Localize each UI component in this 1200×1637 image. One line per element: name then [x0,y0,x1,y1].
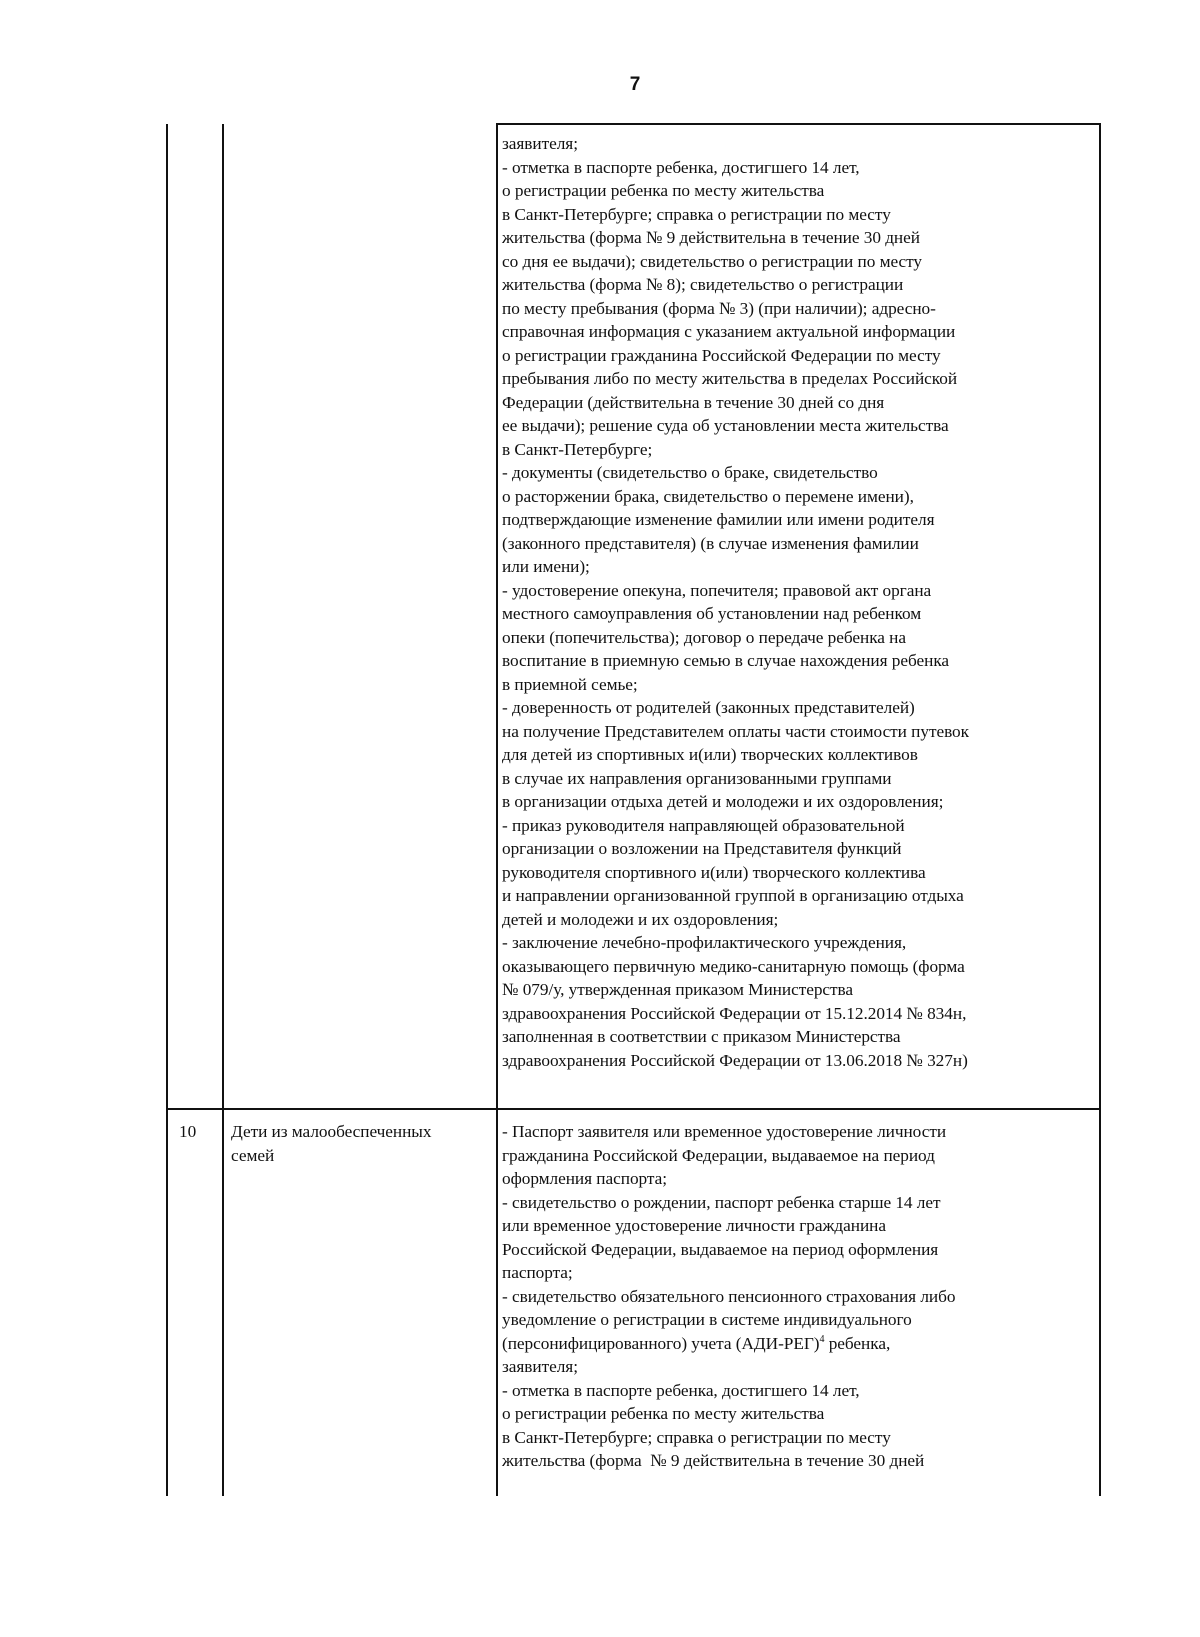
text-line-content: Дети из малообеспеченных [231,1122,432,1141]
text-line [502,156,969,180]
text-line [231,1144,431,1168]
page-number: 7 [629,74,641,95]
text-line [502,367,969,391]
table-divider-category [496,124,498,1496]
text-line-content: - заключение лечебно-профилактического учреждения, [502,933,907,952]
table-border-left [166,124,168,1496]
text-line [502,344,969,368]
text-line-content: ее выдачи); решение суда об установлении места жительства [502,416,949,435]
text-line [502,579,969,603]
text-line [502,720,969,744]
text-line [502,884,969,908]
text-line [502,1355,955,1379]
text-line [502,508,969,532]
text-line-content: и направлении организованной группой в организацию отдыха [502,886,964,905]
footnote-mark: 4 [819,1333,825,1345]
row-number-cell: 10 [179,1122,197,1141]
text-line [502,1120,955,1144]
text-line-content: Федерации (действительна в течение 30 дней со дня [502,392,885,412]
text-line-content: руководителя спортивного и(или) творческого коллектива [502,862,926,882]
text-line-content: организации о возложении на Представителя функций [502,839,902,858]
text-line-content: подтверждающие изменение фамилии или имени родителя [502,510,935,529]
text-line [502,1261,955,1285]
table-row-separator [166,1108,1101,1110]
text-line [502,837,969,861]
text-line-content: в случае их направления организованными группами [502,768,892,788]
text-line-content: о регистрации ребенка по месту жительства [502,1404,825,1423]
text-line [502,1332,955,1356]
text-line [502,696,969,720]
text-line-content: пребывания либо по месту жительства в пределах Российской [502,369,958,388]
text-line [502,1285,955,1309]
text-line [502,555,969,579]
text-line [502,931,969,955]
text-line [502,861,969,885]
text-line-content: (персонифицированного) учета (АДИ-РЕГ) [502,1333,820,1353]
text-line-content: - свидетельство обязательного пенсионного страхования либо [502,1286,956,1306]
text-line-content: заявителя; [502,134,578,153]
text-line [502,1144,955,1168]
text-line [502,790,969,814]
text-line [502,673,969,697]
text-line-content: семей [231,1145,275,1165]
row-continued-documents-cell [502,132,969,1072]
text-line-content: - свидетельство о рождении, паспорт ребенка старше 14 лет [502,1192,941,1212]
text-line [502,438,969,462]
text-line [502,1449,955,1473]
text-line-content: о расторжении брака, свидетельство о перемене имени), [502,486,914,506]
text-line-content: жительства (форма № 9 действительна в течение 30 дней [502,228,920,247]
text-line [502,414,969,438]
text-line [502,1379,955,1403]
text-line-content: воспитание в приемную семью в случае нахождения ребенка [502,651,950,670]
text-line [502,203,969,227]
text-line [502,1214,955,1238]
text-line [231,1120,431,1144]
text-line-content: - удостоверение опекуна, попечителя; правовой акт органа [502,580,932,600]
text-line-content: местного самоуправления об установлении над ребенком [502,604,922,623]
text-line-content: в Санкт-Петербурге; [502,439,653,459]
footnote-line-suffix: ребенка, [824,1333,891,1353]
text-line-content: уведомление о регистрации в системе индивидуального [502,1310,912,1329]
text-line [502,250,969,274]
text-line-content: в приемной семье; [502,674,638,694]
text-line [502,532,969,556]
text-line-content: жительства (форма № 9 действительна в течение 30 дней [502,1451,925,1470]
text-line [502,1049,969,1073]
text-line [502,273,969,297]
text-line-content: справочная информация с указанием актуальной информации [502,322,956,341]
text-line-content: по месту пребывания (форма № 3) (при наличии); адресно- [502,298,936,318]
text-line-content: - документы (свидетельство о браке, свидетельство [502,463,878,482]
text-line [502,1426,955,1450]
text-line [502,226,969,250]
text-line [502,1167,955,1191]
text-line-content: - отметка в паспорте ребенка, достигшего 14 лет, [502,157,860,177]
text-line [502,1025,969,1049]
text-line-content: здравоохранения Российской Федерации от 15.12.2014 № 834н, [502,1003,967,1023]
text-line [502,132,969,156]
text-line-content: детей и молодежи и их оздоровления; [502,909,779,929]
text-line [502,955,969,979]
text-line-content: для детей из спортивных и(или) творческих коллективов [502,745,918,764]
text-line-content: паспорта; [502,1263,573,1282]
text-line [502,1002,969,1026]
text-line-content: о регистрации ребенка по месту жительства [502,181,825,200]
text-line [502,179,969,203]
text-line [502,1191,955,1215]
text-line-content: гражданина Российской Федерации, выдаваемое на период [502,1145,935,1165]
text-line-content: заявителя; [502,1357,578,1376]
text-line [502,767,969,791]
text-line-content: о регистрации гражданина Российской Федерации по месту [502,345,941,365]
text-line-content: здравоохранения Российской Федерации от 13.06.2018 № 327н) [502,1050,968,1070]
text-line-content: жительства (форма № 8); свидетельство о регистрации [502,275,904,294]
text-line [502,743,969,767]
text-line [502,297,969,321]
text-line-content: или временное удостоверение личности гражданина [502,1216,886,1235]
text-line-content: № 079/у, утвержденная приказом Министерства [502,980,854,999]
text-line-content: опеки (попечительства); договор о передаче ребенка на [502,627,906,647]
text-line-content: (законного представителя) (в случае изменения фамилии [502,533,919,553]
text-line [502,320,969,344]
text-line [502,1308,955,1332]
text-line-content: - отметка в паспорте ребенка, достигшего 14 лет, [502,1380,860,1400]
text-line [502,485,969,509]
text-line-content: со дня ее выдачи); свидетельство о регистрации по месту [502,251,922,271]
text-line-content: - Паспорт заявителя или временное удостоверение личности [502,1122,947,1141]
table-top-border [496,123,1101,125]
text-line [502,649,969,673]
text-line-content: в Санкт-Петербурге; справка о регистрации по месту [502,204,891,224]
text-line [502,814,969,838]
row-category-cell [231,1120,431,1167]
text-line-content: - приказ руководителя направляющей образовательной [502,815,905,835]
text-line [502,391,969,415]
text-line [502,978,969,1002]
text-line [502,908,969,932]
text-line-content: на получение Представителем оплаты части стоимости путевок [502,721,969,741]
text-line-content: оформления паспорта; [502,1169,667,1188]
text-line [502,602,969,626]
text-line-content: - доверенность от родителей (законных представителей) [502,698,915,717]
text-line-content: в организации отдыха детей и молодежи и их оздоровления; [502,792,944,811]
text-line-content: заполненная в соответствии с приказом Министерства [502,1027,901,1046]
text-line [502,1402,955,1426]
text-line-content: или имени); [502,557,590,576]
text-line [502,626,969,650]
text-line-content: оказывающего первичную медико-санитарную помощь (форма [502,956,965,976]
text-line [502,461,969,485]
table-divider-num [222,124,224,1496]
row-documents-cell [502,1120,955,1473]
text-line [502,1238,955,1262]
table-border-right [1099,124,1101,1496]
text-line-content: Российской Федерации, выдаваемое на период оформления [502,1239,939,1259]
text-line-content: в Санкт-Петербурге; справка о регистрации по месту [502,1427,891,1447]
